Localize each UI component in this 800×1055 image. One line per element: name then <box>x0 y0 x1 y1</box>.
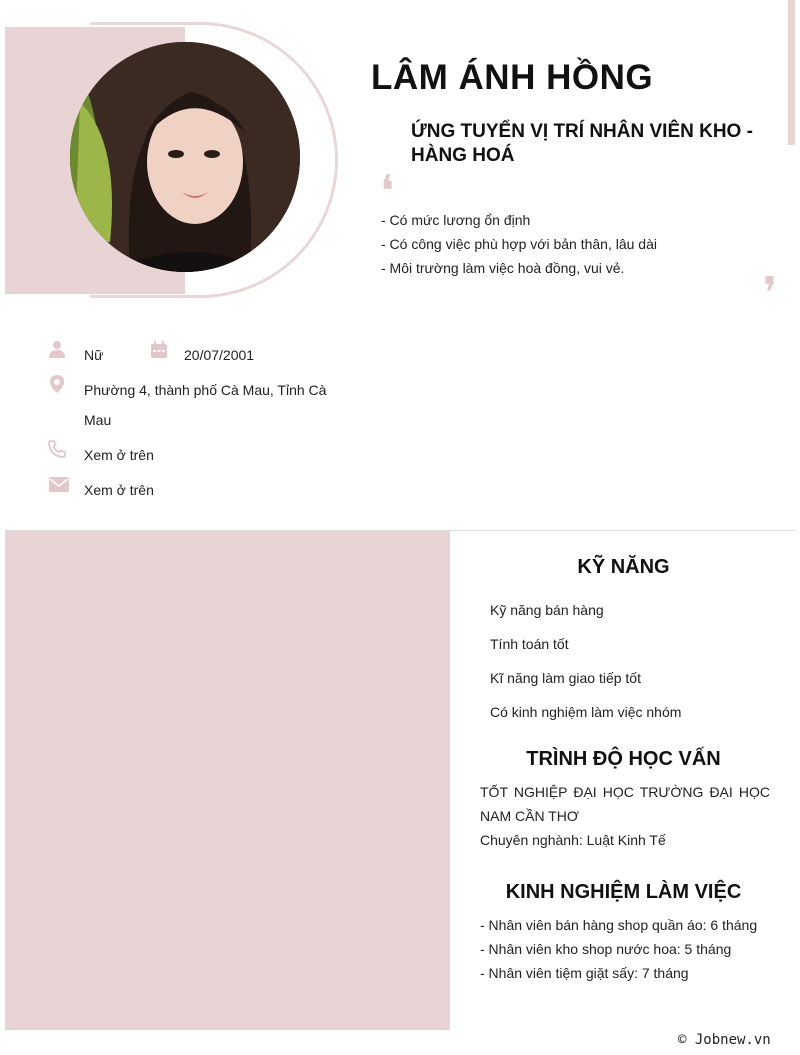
objective-line: - Có mức lương ổn định <box>381 212 531 228</box>
experience-item: - Nhân viên tiệm giặt sấy: 7 tháng <box>480 965 689 981</box>
skill-item: Tính toán tốt <box>490 636 569 652</box>
education-major: Chuyên nghành: Luật Kinh Tế <box>480 832 666 848</box>
experience-heading: KINH NGHIỆM LÀM VIỆC <box>505 881 742 903</box>
address-line-1: Phường 4, thành phố Cà Mau, Tỉnh Cà <box>84 382 327 398</box>
phone-value: Xem ở trên <box>84 447 154 463</box>
experience-list <box>480 913 790 985</box>
education-school: TỐT NGHIỆP ĐẠI HỌC TRƯỜNG ĐẠI HỌC NAM CẦN THƠ <box>480 784 770 824</box>
job-position: ỨNG TUYỂN VỊ TRÍ NHÂN VIÊN KHO - HÀNG HOÁ <box>411 121 753 166</box>
objective-line: - Môi trường làm việc hoà đồng, vui vẻ. <box>381 260 625 276</box>
gender-value: Nữ <box>84 347 104 363</box>
quote-open-icon: ❛ <box>380 166 395 217</box>
phone-icon <box>48 440 66 458</box>
address-line-2: Mau <box>84 412 112 428</box>
envelope-icon <box>49 475 69 493</box>
skill-item: Kỹ năng bán hàng <box>490 602 604 618</box>
candidate-name: LÂM ÁNH HỒNG <box>371 58 654 97</box>
location-pin-icon <box>48 375 66 393</box>
footer-watermark: © Jobnew.vn <box>678 1032 771 1048</box>
birthdate-value: 20/07/2001 <box>184 347 255 363</box>
quote-close-icon: ❜ <box>763 268 778 319</box>
career-objective <box>381 208 657 280</box>
calendar-icon <box>150 341 168 359</box>
skill-item: Kĩ năng làm giao tiếp tốt <box>490 670 641 686</box>
header-right-accent <box>788 0 795 145</box>
experience-item: - Nhân viên bán hàng shop quần áo: 6 tháng <box>480 917 758 933</box>
avatar <box>70 42 300 272</box>
left-side-panel <box>5 531 450 1030</box>
education-heading: TRÌNH ĐỘ HỌC VẤN <box>526 748 721 770</box>
objective-line: - Có công việc phù hợp với bản thân, lâu dài <box>381 236 657 252</box>
skills-heading: KỸ NĂNG <box>577 556 670 578</box>
skill-item: Có kinh nghiệm làm việc nhóm <box>490 704 682 720</box>
experience-item: - Nhân viên kho shop nước hoa: 5 tháng <box>480 941 732 957</box>
user-icon <box>48 340 66 358</box>
avatar-portrait <box>70 42 300 272</box>
email-value: Xem ở trên <box>84 482 154 498</box>
